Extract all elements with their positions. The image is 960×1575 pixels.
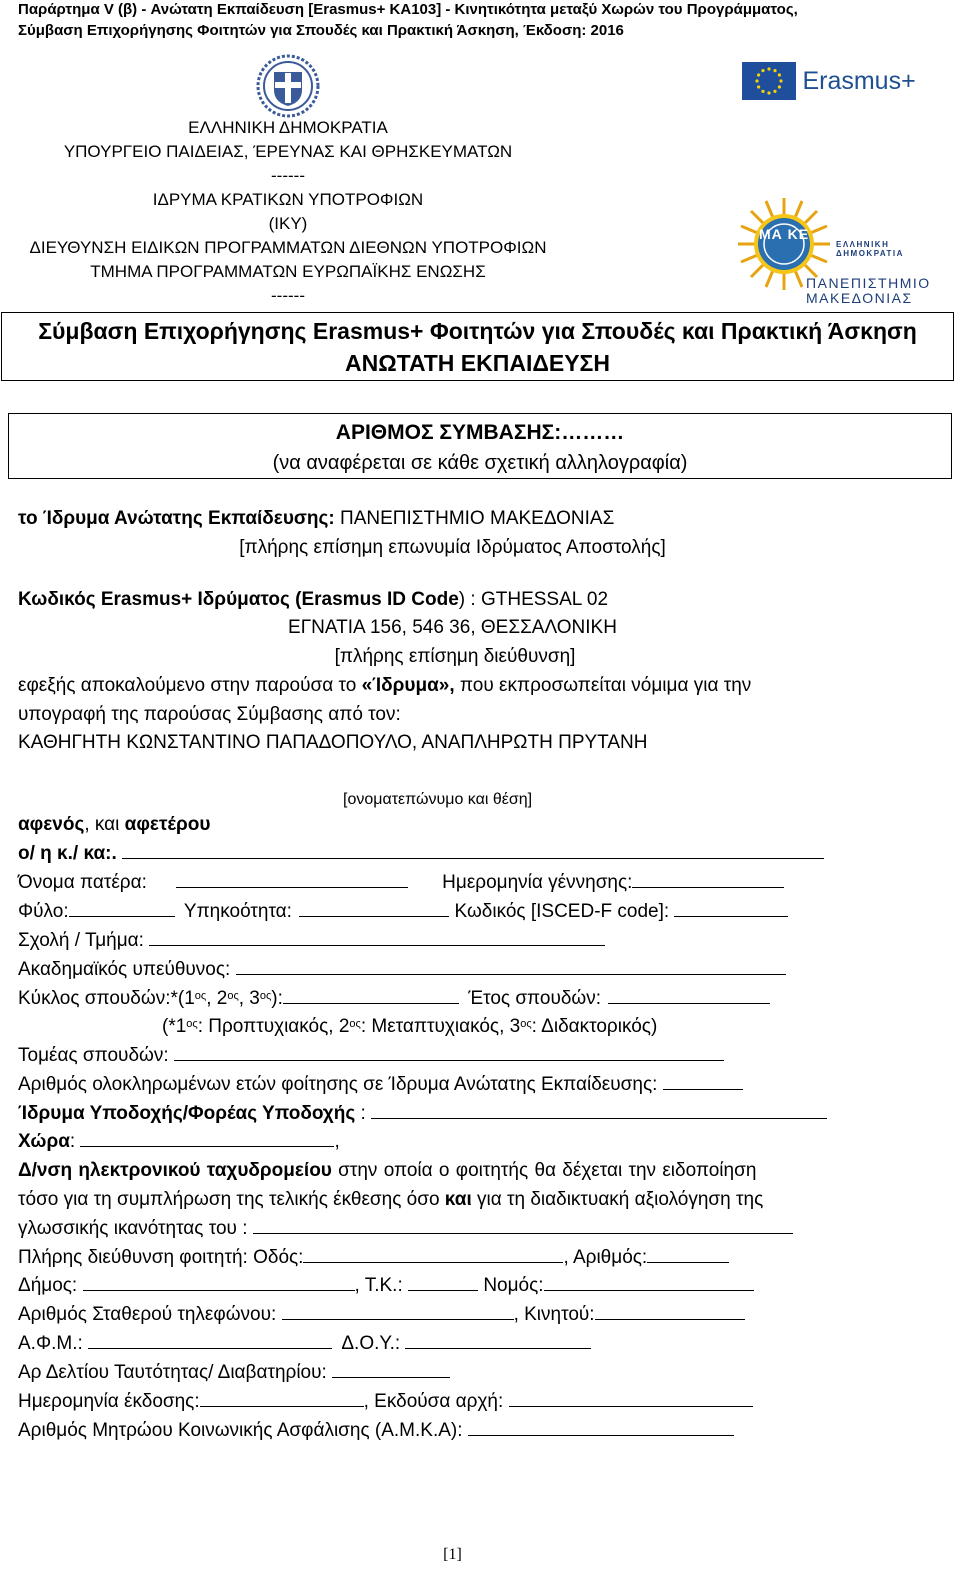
cycle-label: , 3 [238,988,260,1009]
host-field[interactable] [371,1100,827,1119]
document-header-line2: Σύμβαση Επιχορήγησης Φοιτητών για Σπουδές και Πρακτική Άσκηση, Έκδοση: 2016 [18,22,624,39]
uom-name-text [806,276,931,306]
nationality-label: Υπηκοότητα: [183,901,292,922]
cycle-note: : Προπτυχιακός, 2 [197,1016,350,1037]
page-number: [1] [443,1546,462,1563]
uom-name-line: ΠΑΝΕΠΙΣΤΗΜΙΟ [806,275,931,291]
doy-label: Δ.Ο.Υ.: [341,1333,401,1354]
uom-state-line: ΕΛΛΗΝΙΚΗ [836,240,890,249]
email-text-4: γλωσσικής ικανότητας του : [18,1218,248,1239]
student-label: ο/ η κ./ κα:. [18,843,117,864]
dob-label: Ημερομηνία γέννησης: [442,872,633,893]
host-colon: : [355,1103,366,1124]
eu-flag-icon [742,62,796,100]
email-text-3: για τη διαδικτυακή αξιολόγηση της [471,1189,764,1210]
isced-field[interactable] [674,898,788,917]
institution-hint: [πλήρης επίσημη επωνυμία Ιδρύματος Αποστολής] [239,537,666,558]
title-line2: ΑΝΩΤΑΤΗ ΕΚΠΑΙΔΕΥΣΗ [345,350,610,376]
id-field[interactable] [332,1359,450,1378]
municipality-label: Δήμος: [18,1275,78,1296]
address-label: Πλήρης διεύθυνση φοιτητή: Οδός: [18,1247,304,1268]
erasmus-logo [742,62,916,100]
gender-label: Φύλο: [18,901,69,922]
contract-number-label: ΑΡΙΘΜΟΣ ΣΥΜΒΑΣΗΣ:……… [335,421,625,444]
years-done-field[interactable] [663,1071,743,1090]
sector-label: Τομέας σπουδών: [18,1045,169,1066]
issue-date-label: Ημερομηνία έκδοσης: [18,1391,200,1412]
cycle-note: (*1 [162,1016,187,1037]
email-label-bold: Δ/νση ηλεκτρονικού ταχυδρομείου [18,1160,332,1181]
email-label-text: στην οποία ο φοιτητής θα δέχεται την ειδοποίηση [331,1160,757,1181]
mobile-label: , Κινητού: [513,1304,595,1325]
uom-name-line: ΜΑΚΕΔΟΝΙΑΣ [806,290,913,306]
student-name-field[interactable] [122,840,824,859]
contract-title [1,315,954,379]
nationality-field[interactable] [299,898,449,917]
year-field[interactable] [608,985,770,1004]
erasmus-code-value: ) : GTHESSAL 02 [458,589,609,610]
institution-label: το Ίδρυμα Ανώτατης Εκπαίδευσης: [18,508,335,529]
greek-emblem-icon [256,54,320,118]
ordinal-sup: ος [349,1018,361,1030]
father-name-field[interactable] [176,869,408,888]
erasmus-logo-text: Erasmus+ [802,66,916,95]
sector-field[interactable] [174,1042,724,1061]
country-colon: : [69,1131,76,1152]
ministry-line: (ΙΚΥ) [268,214,308,233]
prefecture-label: Νομός: [483,1275,544,1296]
ordinal-sup: ος [227,990,239,1002]
ministry-block [18,116,558,308]
gender-field[interactable] [69,898,175,917]
years-done-label: Αριθμός ολοκληρωμένων ετών φοίτησης σε Ίδρυμα Ανώτατης Εκπαίδευσης: [18,1074,658,1095]
ministry-line: ------ [271,286,305,305]
document-header-line1: Παράρτημα V (β) - Ανώτατη Εκπαίδευση [Erasmus+ ΚΑ103] - Κινητικότητα μεταξύ Χωρών του Προγράμματος, [18,1,798,18]
tutor-label: Ακαδημαϊκός υπεύθυνος: [18,959,231,980]
ordinal-sup: ος [520,1018,532,1030]
phone-label: Αριθμός Σταθερού τηλεφώνου: [18,1304,277,1325]
postcode-label: , Τ.Κ.: [354,1275,403,1296]
postcode-field[interactable] [408,1272,478,1291]
tutor-field[interactable] [236,956,786,975]
cycle-label: , 2 [206,988,228,1009]
country-field[interactable] [80,1128,334,1147]
father-label: Όνομα πατέρα: [18,872,147,893]
ministry-line: ΤΜΗΜΑ ΠΡΟΓΡΑΜΜΑΤΩΝ ΕΥΡΩΠΑΪΚΗΣ ΕΝΩΣΗΣ [90,262,486,281]
para-text: που εκπροσωπείται νόμιμα για την [454,675,752,696]
doy-field[interactable] [405,1330,591,1349]
country-label: Χώρα [18,1131,70,1152]
year-label: Έτος σπουδών: [468,988,602,1009]
ministry-line: ------ [271,166,305,185]
representative: ΚΑΘΗΓΗΤΗ ΚΩΝΣΤΑΝΤΙΝΟ ΠΑΠΑΔΟΠΟΥΛΟ, ΑΝΑΠΛΗΡΩΤΗ ΠΡΥΤΑΝΗ [18,732,648,753]
afm-label: Α.Φ.Μ.: [18,1333,83,1354]
id-label: Αρ Δελτίου Ταυτότητας/ Διαβατηρίου: [18,1362,327,1383]
institution-value: ΠΑΝΕΠΙΣΤΗΜΙΟ ΜΑΚΕΔΟΝΙΑΣ [334,508,615,529]
para-bold: «Ίδρυμα», [361,675,455,696]
uom-state-line: ΔΗΜΟΚΡΑΤΙΑ [836,249,904,258]
title-line1: Σύμβαση Επιχορήγησης Erasmus+ Φοιτητών για Σπουδές και Πρακτική Άσκηση [38,318,917,344]
ordinal-sup: ος [259,990,272,1002]
institution-address-hint: [πλήρης επίσημη διεύθυνση] [334,646,576,667]
cycle-field[interactable] [283,985,459,1004]
institution-address: ΕΓΝΑΤΙΑ 156, 546 36, ΘΕΣΣΑΛΟΝΙΚΗ [288,617,617,638]
municipality-field[interactable] [83,1272,355,1291]
uom-state-text [836,240,904,258]
country-comma: , [334,1131,340,1152]
kai-text: , και [84,814,125,835]
contract-number-note: (να αναφέρεται σε κάθε σχετική αλληλογραφία) [272,452,688,474]
email-text-2: τόσο για τη συμπλήρωση της τελικής έκθεσης όσο [18,1189,445,1210]
prefecture-field[interactable] [544,1272,754,1291]
afeterou-text: αφετέρου [124,814,211,835]
school-label: Σχολή / Τμήμα: [18,930,144,951]
cycle-note: : Διδακτορικός) [531,1016,658,1037]
representative-hint: [ονοματεπώνυμο και θέση] [343,791,533,808]
host-label: Ίδρυμα Υποδοχής/Φορέας Υποδοχής [18,1103,356,1124]
uom-seal-text: ΜΑ ΚΕ [758,226,810,242]
ministry-line: ΙΔΡΥΜΑ ΚΡΑΤΙΚΩΝ ΥΠΟΤΡΟΦΙΩΝ [152,190,424,209]
ministry-line: ΔΙΕΥΘΥΝΣΗ ΕΙΔΙΚΩΝ ΠΡΟΓΡΑΜΜΑΤΩΝ ΔΙΕΘΝΩΝ ΥΠΟΤΡΟΦΙΩΝ [29,238,547,257]
erasmus-code-label: Κωδικός Erasmus+ Ιδρύματος (Erasmus ID Code [18,589,459,610]
issuer-field[interactable] [509,1388,753,1407]
ministry-line: ΕΛΛΗΝΙΚΗ ΔΗΜΟΚΡΑΤΙΑ [188,118,388,137]
issue-date-field[interactable] [200,1388,364,1407]
cycle-label: ): [271,988,283,1009]
isced-label: Κωδικός [ISCED-F code]: [454,901,670,922]
cycle-note: : Μεταπτυχιακός, 3 [360,1016,521,1037]
ministry-line: ΥΠΟΥΡΓΕΙΟ ΠΑΙΔΕΙΑΣ, ΈΡΕΥΝΑΣ ΚΑΙ ΘΡΗΣΚΕΥΜΑΤΩΝ [63,142,513,161]
school-field[interactable] [149,927,605,946]
afenos-text: αφενός [18,814,85,835]
ordinal-sup: ος [186,1018,198,1030]
number-label: , Αριθμός: [563,1247,648,1268]
ordinal-sup: ος [194,990,207,1002]
cycle-label: Κύκλος σπουδών:*(1 [18,988,195,1009]
amka-field[interactable] [468,1417,734,1436]
afm-field[interactable] [88,1330,332,1349]
street-field[interactable] [303,1244,563,1263]
issuer-label: , Εκδούσα αρχή: [363,1391,504,1412]
para-text: εφεξής αποκαλούμενο στην παρούσα το [18,675,362,696]
email-field[interactable] [253,1215,793,1234]
contract-number-block [8,418,952,478]
para-text-2: υπογραφή της παρούσας Σύμβασης από τον: [18,704,401,725]
email-text-bold: και [444,1189,472,1210]
dob-field[interactable] [632,869,784,888]
number-field[interactable] [647,1244,729,1263]
phone-field[interactable] [282,1301,514,1320]
amka-label: Αριθμός Μητρώου Κοινωνικής Ασφάλισης (Α.Μ.Κ.Α): [18,1420,463,1441]
mobile-field[interactable] [595,1301,745,1320]
